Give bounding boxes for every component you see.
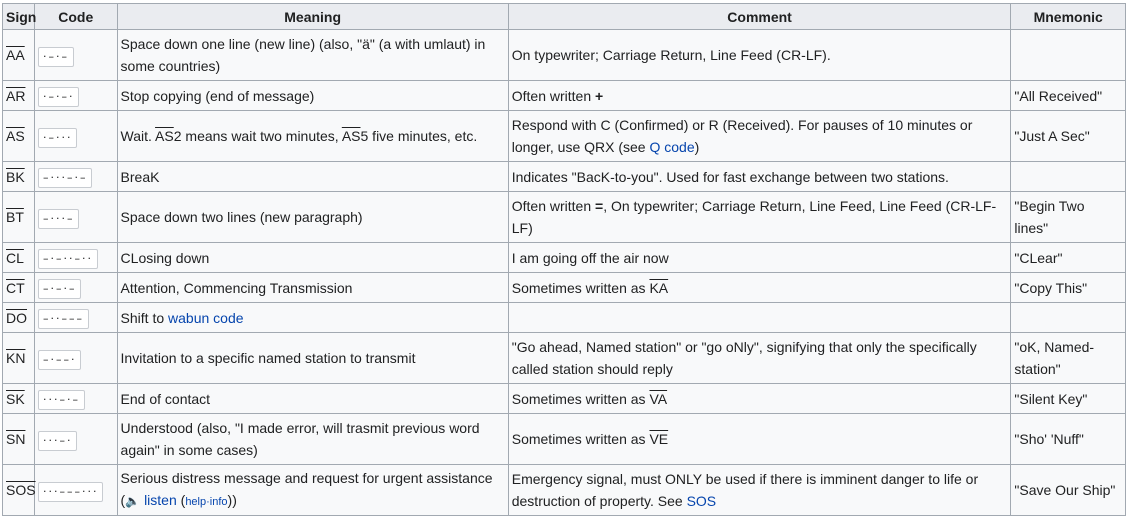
comment-cell: [508, 465, 1011, 516]
comment-cell: [508, 414, 1011, 465]
info-link[interactable]: info: [209, 496, 228, 508]
mnemonic-cell: [1011, 30, 1126, 81]
morse-code: ···–·: [38, 431, 78, 451]
comment-symbol: +: [595, 87, 604, 104]
inline-prosign: $\overline{KA}$: [649, 279, 669, 296]
code-cell: [34, 243, 117, 273]
meaning-text: 2 means wait two minutes,: [173, 128, 342, 144]
table-row: [3, 465, 1126, 516]
header-comment[interactable]: Comment: [508, 4, 1011, 30]
code-cell: [34, 414, 117, 465]
comment-cell: [508, 81, 1011, 111]
sign-cell: [3, 273, 35, 303]
code-cell: [34, 303, 117, 333]
table-row: [3, 192, 1126, 243]
meaning-cell: Attention, Commencing Transmission: [117, 273, 508, 303]
inline-prosign: $\overline{AS}$: [155, 128, 174, 144]
comment-text: Often written: [511, 87, 595, 104]
mnemonic-cell: "Sho' 'Nuff": [1011, 414, 1126, 465]
comment-symbol: =: [595, 198, 604, 214]
code-cell: [34, 384, 117, 414]
sign-cell: [3, 384, 35, 414]
wabun-code-link[interactable]: wabun code: [168, 309, 244, 326]
morse-code: –··–––: [38, 309, 89, 329]
prosign: $\overline{SOS}$: [6, 482, 36, 498]
sign-cell: [3, 162, 35, 192]
meaning-cell: Understood (also, "I made error, will trasmit previous word again" in some cases): [117, 414, 508, 465]
meaning-cell: Space down one line (new line) (also, "ä" (a with umlaut) in some countries): [117, 30, 508, 81]
meaning-cell: Space down two lines (new paragraph): [117, 192, 508, 243]
table-row: [3, 81, 1126, 111]
comment-cell: [508, 384, 1011, 414]
morse-code: ·–·–: [38, 47, 74, 67]
table-row: [3, 111, 1126, 162]
code-cell: [34, 333, 117, 384]
morse-code: –·–·–: [38, 279, 82, 299]
code-cell: [34, 81, 117, 111]
meaning-cell: Invitation to a specific named station to transmit: [117, 333, 508, 384]
table-row: [3, 333, 1126, 384]
prosign: $\overline{AA}$: [6, 47, 25, 63]
comment-text: Sometimes written as: [511, 390, 650, 407]
prosign: $\overline{AR}$: [6, 87, 26, 104]
meaning-cell: [117, 303, 508, 333]
meaning-text: Wait.: [120, 128, 156, 144]
mnemonic-cell: "Copy This": [1011, 273, 1126, 303]
table-row: [3, 384, 1126, 414]
inline-prosign: $\overline{VA}$: [649, 390, 668, 407]
meaning-cell: [117, 465, 508, 516]
prosign: $\overline{BK}$: [6, 168, 25, 185]
header-meaning[interactable]: Meaning: [117, 4, 508, 30]
header-sign[interactable]: Sign: [3, 4, 35, 30]
comment-text: Often written: [511, 198, 595, 214]
comment-cell: I am going off the air now: [508, 243, 1011, 273]
meaning-cell: CLosing down: [117, 243, 508, 273]
sign-cell: [3, 303, 35, 333]
prosign: $\overline{CT}$: [6, 279, 25, 296]
morse-code: –·–··–··: [38, 249, 98, 269]
prosign: $\overline{BT}$: [6, 209, 24, 225]
table-row: [3, 30, 1126, 81]
prosign: $\overline{SK}$: [6, 390, 25, 407]
meaning-text: )): [227, 492, 237, 508]
sign-cell: [3, 111, 35, 162]
mnemonic-cell: "oK, Named-station": [1011, 333, 1126, 384]
meaning-cell: [117, 111, 508, 162]
meaning-text: (: [176, 492, 186, 508]
mnemonic-cell: "Save Our Ship": [1011, 465, 1126, 516]
sos-link[interactable]: SOS: [686, 493, 717, 509]
morse-code: –·––·: [38, 350, 82, 370]
comment-cell: On typewriter; Carriage Return, Line Feed (CR-LF).: [508, 30, 1011, 81]
mnemonic-cell: "All Received": [1011, 81, 1126, 111]
comment-cell: [508, 273, 1011, 303]
sign-cell: [3, 465, 35, 516]
meaning-cell: End of contact: [117, 384, 508, 414]
prosign: $\overline{SN}$: [6, 431, 26, 447]
table-row: [3, 162, 1126, 192]
table-row: [3, 273, 1126, 303]
header-row: [3, 4, 1126, 30]
mnemonic-cell: "CLear": [1011, 243, 1126, 273]
header-mnemonic[interactable]: Mnemonic: [1011, 4, 1126, 30]
help-link[interactable]: help: [185, 496, 207, 508]
code-cell: [34, 273, 117, 303]
sign-cell: [3, 30, 35, 81]
code-cell: [34, 111, 117, 162]
inline-prosign: $\overline{AS}$: [341, 128, 361, 144]
sign-cell: [3, 414, 35, 465]
mnemonic-cell: "Begin Two lines": [1011, 192, 1126, 243]
morse-code: ···–·–: [38, 390, 85, 410]
comment-text: Emergency signal, must ONLY be used if there is imminent danger to life or destruction of property. See: [511, 471, 979, 509]
sign-cell: [3, 192, 35, 243]
code-cell: [34, 162, 117, 192]
table-row: [3, 414, 1126, 465]
sign-cell: [3, 81, 35, 111]
mnemonic-cell: "Just A Sec": [1011, 111, 1126, 162]
table-row: [3, 243, 1126, 273]
comment-cell: Indicates "BacK-to-you". Used for fast exchange between two stations.: [508, 162, 1011, 192]
morse-code: –···–: [38, 209, 80, 229]
mnemonic-cell: [1011, 303, 1126, 333]
morse-code: –···–·–: [38, 168, 93, 188]
meaning-text: Serious distress message and request for urgent assistance (: [120, 470, 493, 508]
comment-cell: "Go ahead, Named station" or "go oNly", signifying that only the specifically called station should reply: [508, 333, 1011, 384]
morse-code: ·–···: [38, 128, 78, 148]
code-cell: [34, 30, 117, 81]
prosign: $\overline{CL}$: [6, 249, 24, 266]
separator: ·: [206, 496, 210, 508]
comment-text: Sometimes written as: [511, 279, 650, 296]
comment-text: ): [694, 139, 700, 155]
inline-prosign: $\overline{VE}$: [649, 431, 669, 447]
comment-cell: [508, 192, 1011, 243]
sign-cell: [3, 333, 35, 384]
prosign: $\overline{DO}$: [6, 309, 27, 326]
comment-text: , On typewriter; Carriage Return, Line Feed, Line Feed (CR-LF-LF): [511, 198, 997, 236]
prosign: $\overline{AS}$: [6, 128, 25, 144]
meaning-text: 5 five minutes, etc.: [360, 128, 478, 144]
sign-cell: [3, 243, 35, 273]
table-row: [3, 303, 1126, 333]
comment-text: Sometimes written as: [511, 431, 650, 447]
comment-cell: [508, 111, 1011, 162]
code-cell: [34, 192, 117, 243]
header-code[interactable]: Code: [34, 4, 117, 30]
code-cell: [34, 465, 117, 516]
meaning-cell: Stop copying (end of message): [117, 81, 508, 111]
meaning-text: Shift to: [120, 309, 169, 326]
meaning-cell: BreaK: [117, 162, 508, 192]
mnemonic-cell: "Silent Key": [1011, 384, 1126, 414]
prosigns-table: [2, 3, 1126, 516]
morse-code: ···–––···: [38, 482, 103, 502]
comment-cell: [508, 303, 1011, 333]
mnemonic-cell: [1011, 162, 1126, 192]
speaker-icon[interactable]: 🔈: [125, 494, 141, 508]
q-code-link[interactable]: Q code: [649, 139, 695, 155]
morse-code: ·–·–·: [38, 87, 80, 107]
prosign: $\overline{KN}$: [6, 350, 26, 366]
comment-text: Respond with C (Confirmed) or R (Received). For pauses of 10 minutes or longer, use QRX (see: [511, 117, 973, 155]
listen-link[interactable]: listen: [144, 492, 177, 508]
